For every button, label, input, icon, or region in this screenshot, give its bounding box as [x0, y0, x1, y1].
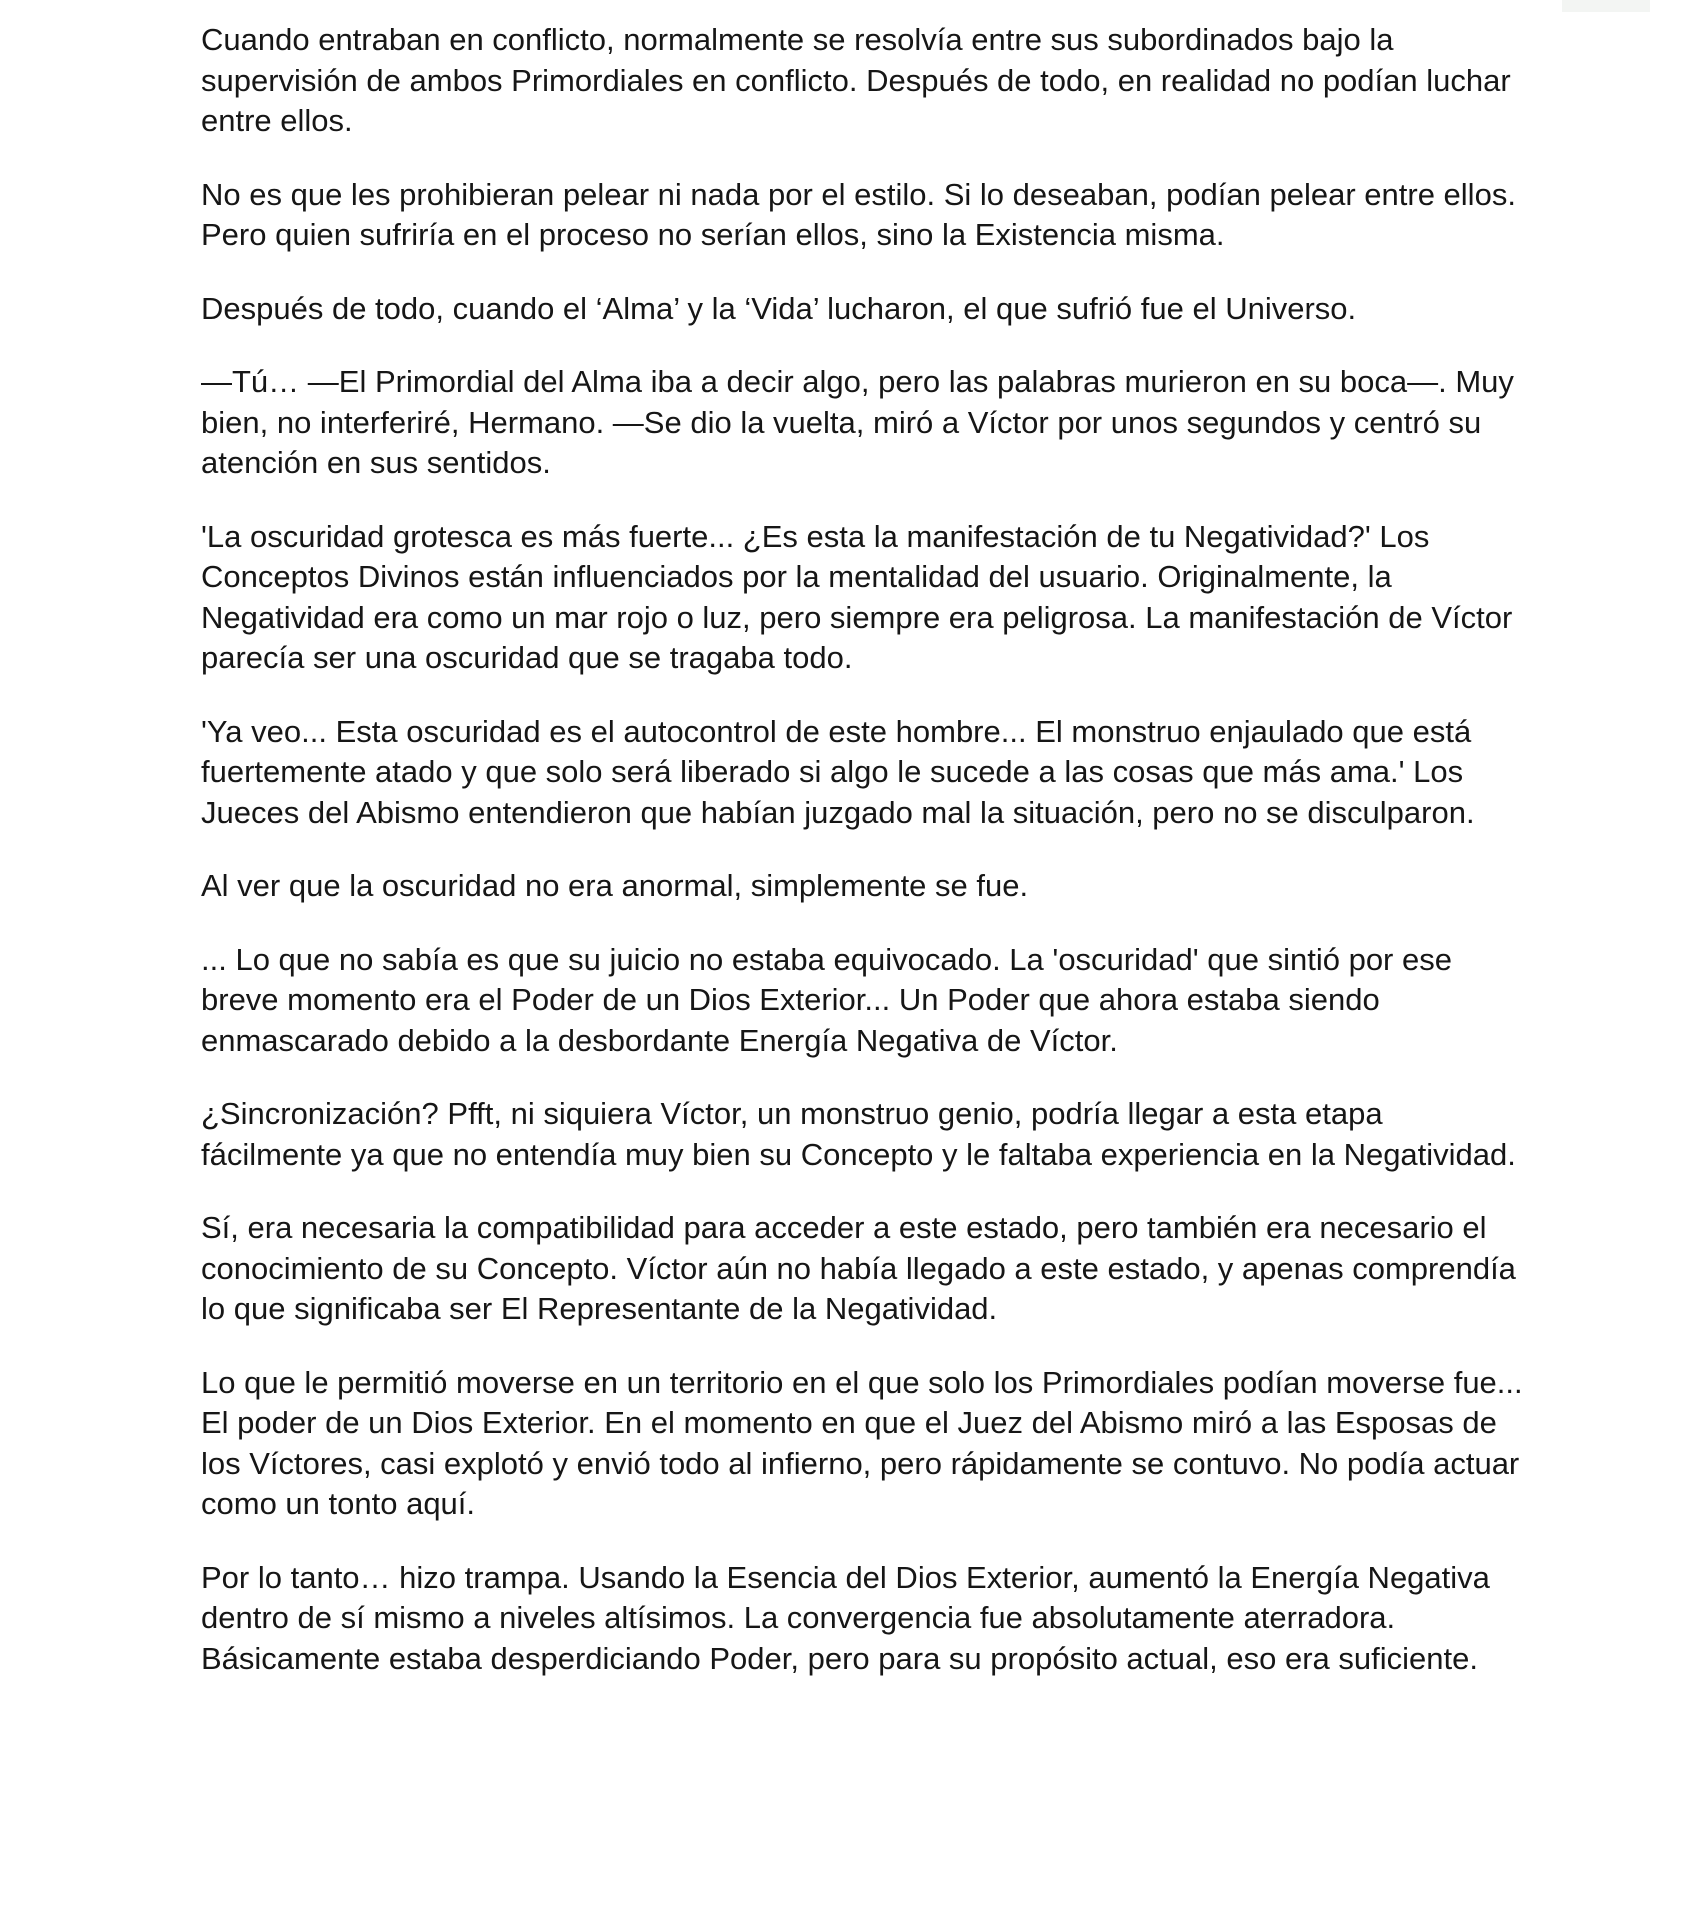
paragraph: 'La oscuridad grotesca es más fuerte... ¿Es esta la manifestación de tu Negatividad?' Los Conceptos Divinos están influenciados por la mentalidad del usuario. Originalmente, la Negatividad era como un mar rojo o luz, pero siempre era peligrosa. La manifestación de Víctor parecía ser una oscuridad que se tragaba todo. — [201, 518, 1513, 675]
paragraph: No es que les prohibieran pelear ni nada por el estilo. Si lo deseaban, podían pelear entre ellos. Pero quien sufriría en el proceso no serían ellos, sino la Existencia misma. — [201, 176, 1516, 252]
paragraph: Al ver que la oscuridad no era anormal, simplemente se fue. — [201, 868, 1029, 903]
paragraph: Después de todo, cuando el ‘Alma’ y la ‘Vida’ lucharon, el que sufrió fue el Universo. — [201, 290, 1357, 326]
paragraph: —Tú… —El Primordial del Alma iba a decir algo, pero las palabras murieron en su boca—. Muy bien, no interferiré, Hermano. —Se dio la vuelta, miró a Víctor por unos segundos y centró su atención en sus sentidos. — [201, 364, 1514, 480]
paragraph: ... Lo que no sabía es que su juicio no estaba equivocado. La 'oscuridad' que sintió por ese breve momento era el Poder de un Dios Exterior... Un Poder que ahora estaba siendo enmascarado debido a la desbordante Energía Negativa de Víctor. — [201, 941, 1452, 1058]
document-body — [201, 20, 1531, 1712]
paragraph: Por lo tanto… hizo trampa. Usando la Esencia del Dios Exterior, aumentó la Energía Negativa dentro de sí mismo a niveles altísimos. La convergencia fue absolutamente aterradora. Básicamente estaba desperdiciando Poder, pero para su propósito actual, eso era suficiente. — [201, 1559, 1490, 1676]
paragraph: Sí, era necesaria la compatibilidad para acceder a este estado, pero también era necesario el conocimiento de su Concepto. Víctor aún no había llegado a este estado, y apenas comprendía lo que significaba ser El Representante de la Negatividad. — [201, 1210, 1516, 1326]
paragraph: Lo que le permitió moverse en un territorio en el que solo los Primordiales podían moverse fue... El poder de un Dios Exterior. En el momento en que el Juez del Abismo miró a las Esposas de los Víctores, casi explotó y envió todo al infierno, pero rápidamente se contuvo. No podía actuar como un tonto aquí. — [201, 1364, 1523, 1521]
paragraph: 'Ya veo... Esta oscuridad es el autocontrol de este hombre... El monstruo enjaulado que está fuertemente atado y que solo será liberado si algo le sucede a las cosas que más ama.' Los Jueces del Abismo entendieron que habían juzgado mal la situación, pero no se disculparon. — [201, 713, 1475, 830]
paragraph: ¿Sincronización? Pfft, ni siquiera Víctor, un monstruo genio, podría llegar a esta etapa fácilmente ya que no entendía muy bien su Concepto y le faltaba experiencia en la Negatividad. — [201, 1096, 1516, 1172]
paragraph: Cuando entraban en conflicto, normalmente se resolvía entre sus subordinados bajo la supervisión de ambos Primordiales en conflicto. Después de todo, en realidad no podían luchar entre ellos. — [201, 22, 1511, 138]
page-corner-mark — [1562, 0, 1650, 12]
